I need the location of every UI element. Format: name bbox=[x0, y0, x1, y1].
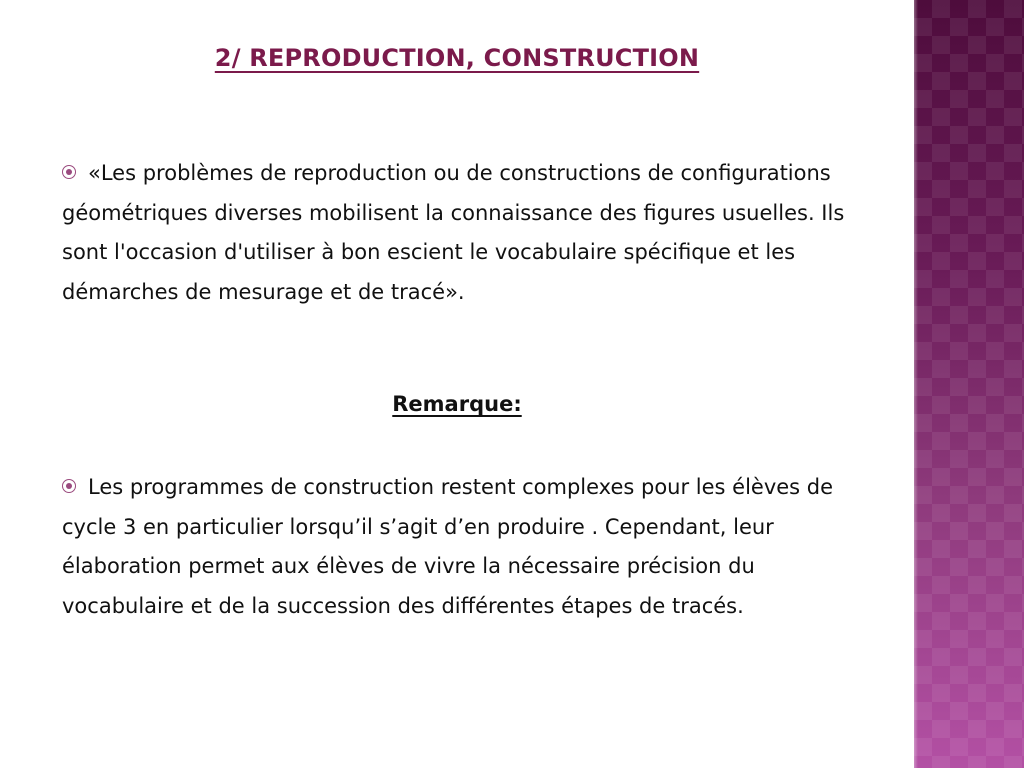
remark-heading-text: Remarque: bbox=[392, 392, 522, 416]
bullet-text-1: «Les problèmes de reproduction ou de constructions de configurations géométriques diverses mobilisent la connaissance des figures usuelles. Ils sont l'occasion d'utiliser à bon escient le vocabulaire spécifique et les démarches de mesurage et de tracé». bbox=[62, 161, 845, 304]
bullet-paragraph-1 bbox=[62, 154, 862, 312]
bullet-icon bbox=[62, 165, 76, 179]
slide-title-text: 2/ REPRODUCTION, CONSTRUCTION bbox=[214, 44, 700, 72]
decorative-side-band bbox=[914, 0, 1024, 768]
slide-title bbox=[0, 44, 914, 72]
diamond-pattern bbox=[914, 0, 1024, 768]
bullet-icon bbox=[62, 479, 76, 493]
bullet-text-2: Les programmes de construction restent complexes pour les élèves de cycle 3 en particulier lorsqu’il s’agit d’en produire . Cependant, leur élaboration permet aux élèves de vivre la nécessaire précision du vocabulaire et de la succession des différentes étapes de tracés. bbox=[62, 475, 834, 618]
bullet-paragraph-2 bbox=[62, 468, 862, 626]
remark-heading bbox=[0, 392, 914, 416]
side-band-edge bbox=[914, 0, 918, 768]
